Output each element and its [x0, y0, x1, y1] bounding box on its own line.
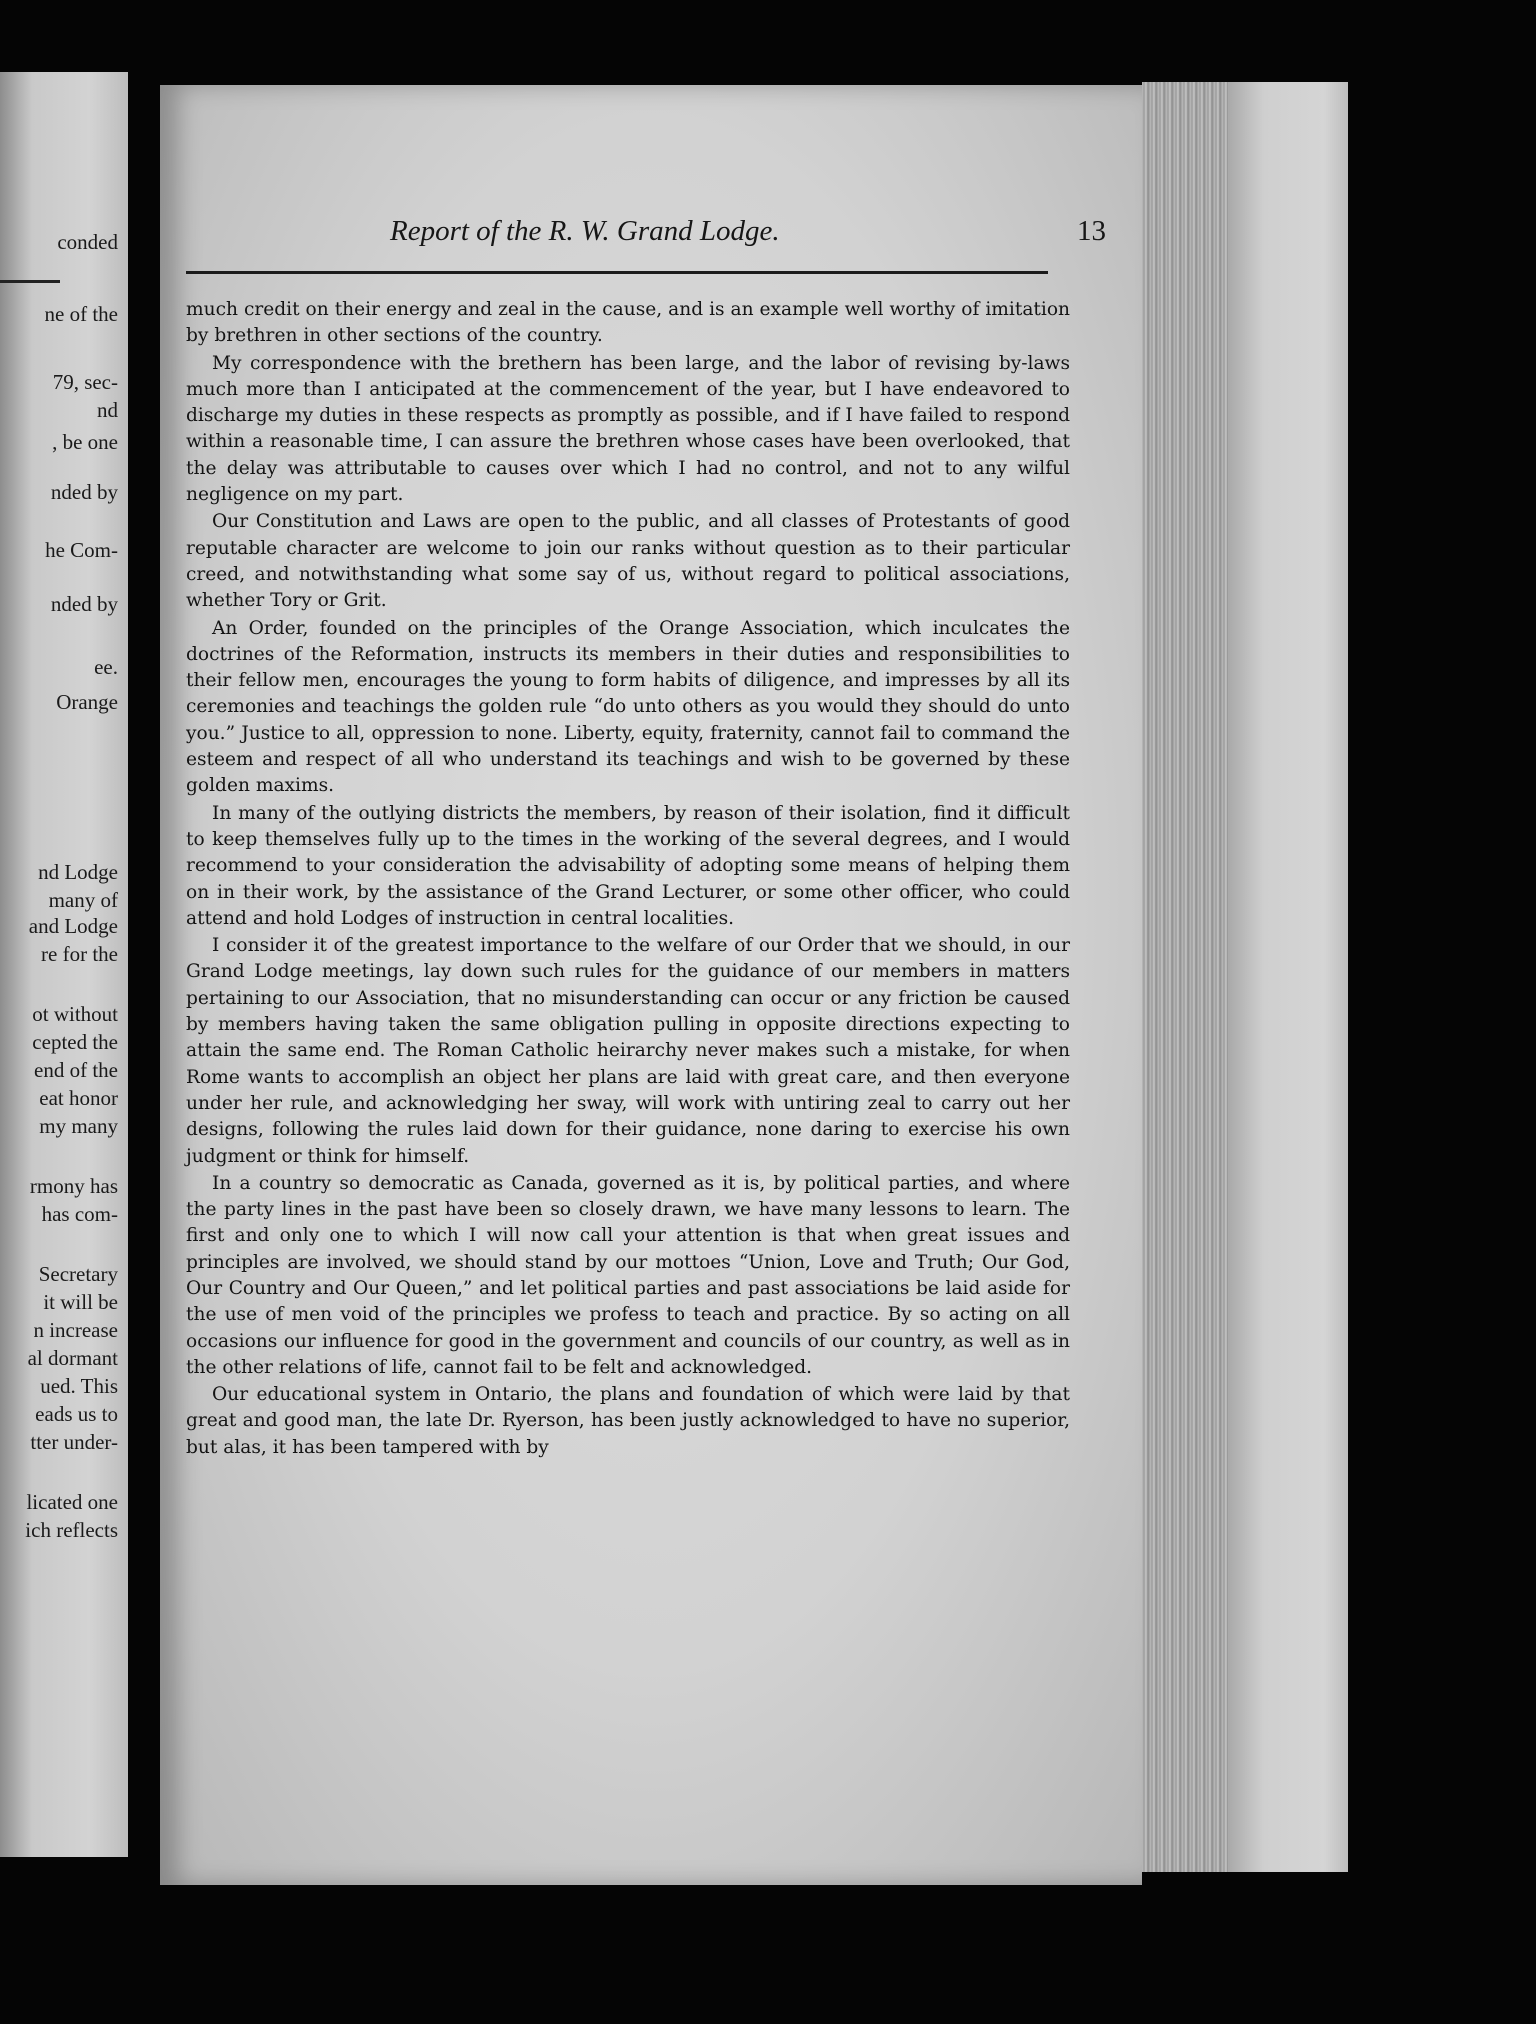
facing-page-text: nded by: [50, 480, 118, 504]
facing-page-text: nd Lodge: [38, 860, 118, 884]
paragraph: My correspondence with the brethern has been large, and the labor of revising by-laws much more than I anticipated at the commencement of the year, but I have endeavored to discharge my duties in these respects as promptly as possible, and if I have failed to respond within a reasonable time, I can assure the brethren whose cases have been overlooked, that the delay was attributable to causes over which I had no control, and not to any wilful negligence on my part.: [186, 352, 1070, 506]
facing-page-text: ot without: [32, 1002, 118, 1026]
facing-page-text: rmony has: [29, 1174, 118, 1198]
paragraph: Our Constitution and Laws are open to the public, and all classes of Protestants of good reputable character are welcome to join our ranks without question as to their particular creed, and notwithstanding what some say of us, without regard to political associations, whether Tory or Grit.: [186, 511, 1070, 612]
page-number: 13: [1077, 215, 1106, 247]
facing-page-text: ich reflects: [25, 1518, 118, 1542]
facing-page-text: , be one: [52, 430, 118, 454]
facing-page-text: my many: [39, 1114, 118, 1138]
facing-page-text: has com-: [41, 1202, 118, 1226]
paragraph: Our educational system in Ontario, the plans and foundation of which were laid by that great and good man, the late Dr. Ryerson, has been justly acknowledged to have no superior, but alas, it has been tampered with by: [186, 1384, 1070, 1458]
page-body: [186, 297, 1070, 1461]
facing-page-text: conded: [57, 230, 118, 254]
header-rule: [186, 271, 1048, 274]
facing-page-text: many of: [48, 888, 118, 912]
facing-page-text: nd: [97, 398, 118, 422]
paragraph: In a country so democratic as Canada, governed as it is, by political parties, and where the party lines in the past have been so closely drawn, we have many lessons to learn. The first and only one to which I will now call your attention is that when great issues and principles are involved, we should stand by our mottoes “Union, Love and Truth; Our God, Our Country and Our Queen,” and let political parties and past associations be laid aside for the use of men void of the principles we profess to teach and practice. By so acting on all occasions our influence for good in the government and councils of our country, as well as in the other relations of life, cannot fail to be felt and acknowledged.: [186, 1172, 1070, 1378]
facing-page-text: tter under-: [30, 1430, 118, 1454]
paragraph: much credit on their energy and zeal in the cause, and is an example well worthy of imitation by brethren in other sections of the country.: [186, 299, 1070, 347]
paragraph: In many of the outlying districts the members, by reason of their isolation, find it difficult to keep themselves fully up to the times in the working of the several degrees, and I would recommend to your consideration the advisability of adopting some means of helping them on in their work, by the assistance of the Grand Lecturer, or some other officer, who could attend and hold Lodges of instruction in central localities.: [186, 802, 1070, 929]
facing-page-text: 79, sec-: [52, 370, 118, 394]
facing-page-text: it will be: [43, 1290, 118, 1314]
facing-page-text: re for the: [41, 942, 118, 966]
running-head: Report of the R. W. Grand Lodge.: [390, 215, 780, 247]
facing-page-text: licated one: [26, 1490, 118, 1514]
page-edge-margin: [1228, 82, 1348, 1872]
facing-page-text: Orange: [56, 690, 118, 714]
page-edge-stack: [1142, 82, 1228, 1872]
facing-page-text: ne of the: [44, 302, 118, 326]
facing-page-text: Secretary: [38, 1262, 118, 1286]
book-page: [160, 85, 1142, 1885]
facing-page-text: he Com-: [45, 538, 118, 562]
facing-page-text: end of the: [34, 1058, 118, 1082]
facing-page-text: eads us to: [35, 1402, 118, 1426]
facing-page-text: eat honor: [39, 1086, 118, 1110]
facing-page-rule: [0, 280, 60, 283]
facing-page-text: ued. This: [40, 1374, 118, 1398]
facing-page-text: cepted the: [32, 1030, 118, 1054]
facing-page-text: n increase: [33, 1318, 118, 1342]
facing-page-text: nded by: [50, 592, 118, 616]
facing-page-text: al dormant: [27, 1346, 118, 1370]
page-header: [160, 215, 1142, 255]
paragraph: An Order, founded on the principles of the Orange Association, which inculcates the doctrines of the Reformation, instructs its members in their duties and responsibilities to their fellow men, encourages the young to form habits of diligence, and impresses by all its ceremonies and teachings the golden rule “do unto others as you would they should do unto you.” Justice to all, oppression to none. Liberty, equity, fraternity, cannot fail to command the esteem and respect of all who understand its teachings and wish to be governed by these golden maxims.: [186, 617, 1070, 797]
facing-page-text: ee.: [94, 655, 118, 679]
paragraph: I consider it of the greatest importance to the welfare of our Order that we should, in our Grand Lodge meetings, lay down such rules for the guidance of our members in matters pertaining to our Association, that no misunderstanding can occur or any friction be caused by members having taken the same obligation pulling in opposite directions expecting to attain the same end. The Roman Catholic heirarchy never makes such a mistake, for when Rome wants to accomplish an object her plans are laid with great care, and then everyone under her rule, and acknowledging her sway, will work with untiring zeal to carry out her designs, following the rules laid down for their guidance, none daring to exercise his own judgment or think for himself.: [186, 935, 1070, 1167]
facing-page-fragment: [0, 72, 128, 1857]
facing-page-text: and Lodge: [28, 914, 118, 938]
